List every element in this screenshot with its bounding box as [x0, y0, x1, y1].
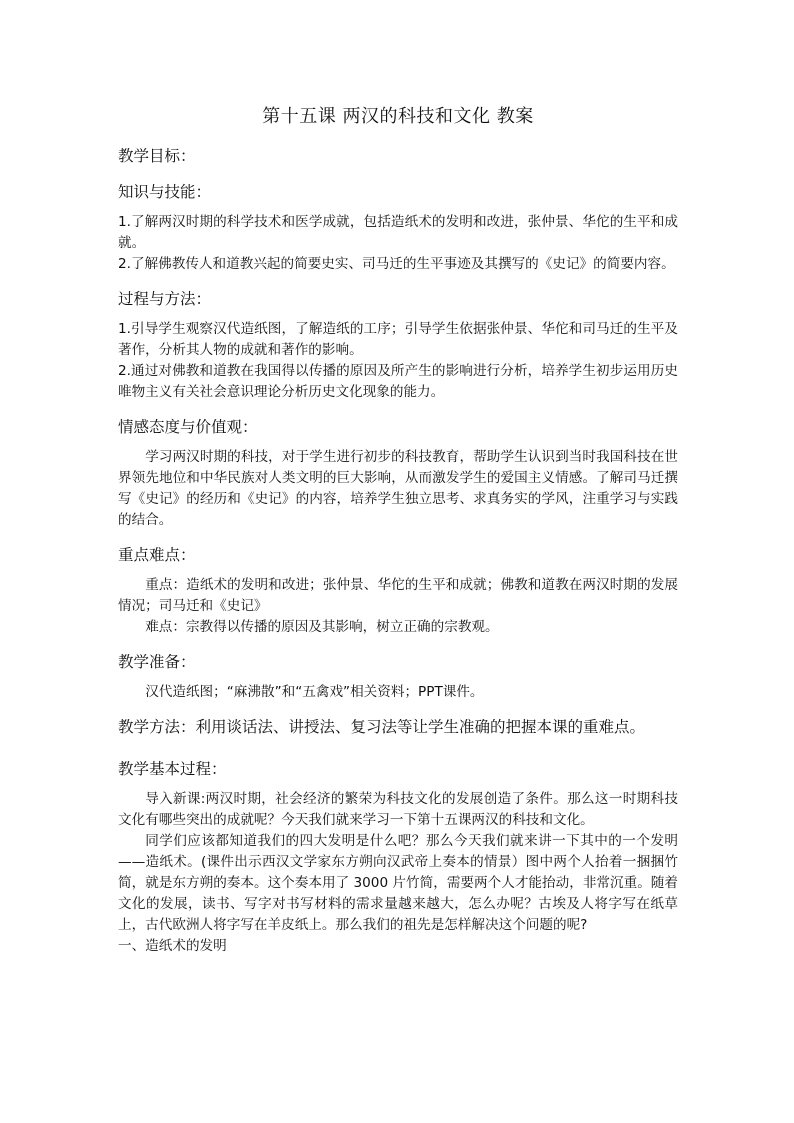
- prep-heading: 教学准备：: [118, 653, 196, 671]
- basic-process-heading: 教学基本过程：: [118, 760, 227, 778]
- keypoints-heading: 重点难点：: [118, 546, 196, 564]
- process-item-1: 1.引导学生观察汉代造纸图，了解造纸的工序；引导学生依据张仲景、华佗和司马迁的生平及著作，分析其人物的成就和著作的影响。: [118, 321, 678, 358]
- section-heading-papermaking: 一、造纸术的发明: [118, 938, 227, 954]
- document-page: [118, 104, 678, 957]
- emotion-heading: 情感态度与价值观：: [118, 418, 258, 436]
- prep-text: 汉代造纸图；“麻沸散”和“五禽戏”相关资料；PPT课件。: [145, 684, 484, 700]
- intro-paragraph: 导入新课:两汉时期，社会经济的繁荣为科技文化的发展创造了条件。那么这一时期科技文化有哪些突出的成就呢？今天我们就来学习一下第十五课两汉的科技和文化。: [118, 791, 678, 828]
- knowledge-heading: 知识与技能：: [118, 183, 212, 201]
- keypoints-difficult: 难点：宗教得以传播的原因及其影响，树立正确的宗教观。: [145, 619, 499, 635]
- knowledge-item-2: 2.了解佛教传人和道教兴起的简要史实、司马迁的生平事迹及其撰写的《史记》的简要内容。: [118, 256, 675, 272]
- keypoints-key: 重点：造纸术的发明和改进；张仲景、华佗的生平和成就；佛教和道教在两汉时期的发展情况；司马迁和《史记》: [118, 577, 678, 614]
- process-heading: 过程与方法：: [118, 290, 212, 308]
- knowledge-item-1: 1.了解两汉时期的科学技术和医学成就，包括造纸术的发明和改进，张仲景、华佗的生平和成就。: [118, 214, 678, 251]
- goals-heading: 教学目标：: [118, 147, 196, 165]
- papermaking-paragraph: 同学们应该都知道我们的四大发明是什么吧？那么今天我们就来讲一下其中的一个发明——造纸术。(课件出示西汉文学家东方朔向汉武帝上奏本的情景）图中两个人抬着一捆捆竹简，就是东方朔的奏本。这个奏本用了 3000 片竹简，需要两个人才能抬动，非常沉重。随着文化的发展，读书、写字对书写材料的需求量越来越大，怎么办呢？古埃及人将字写在纸草上，古代欧洲人将字写在羊皮纸上。那么我们的祖先是怎样解决这个问题的呢?: [118, 833, 678, 933]
- process-item-2: 2.通过对佛教和道教在我国得以传播的原因及所产生的影响进行分析，培养学生初步运用历史唯物主义有关社会意识理论分析历史文化现象的能力。: [118, 363, 678, 400]
- emotion-text: 学习两汉时期的科技，对于学生进行初步的科技教育，帮助学生认识到当时我国科技在世界领先地位和中华民族对人类文明的巨大影响，从而激发学生的爱国主义情感。了解司马迁撰写《史记》的经历和《史记》的内容，培养学生独立思考、求真务实的学风，注重学习与实践的结合。: [118, 449, 678, 528]
- document-title: 第十五课 两汉的科技和文化 教案: [262, 106, 534, 127]
- methods-line: 教学方法：利用谈话法、讲授法、复习法等让学生准确的把握本课的重难点。: [118, 718, 646, 736]
